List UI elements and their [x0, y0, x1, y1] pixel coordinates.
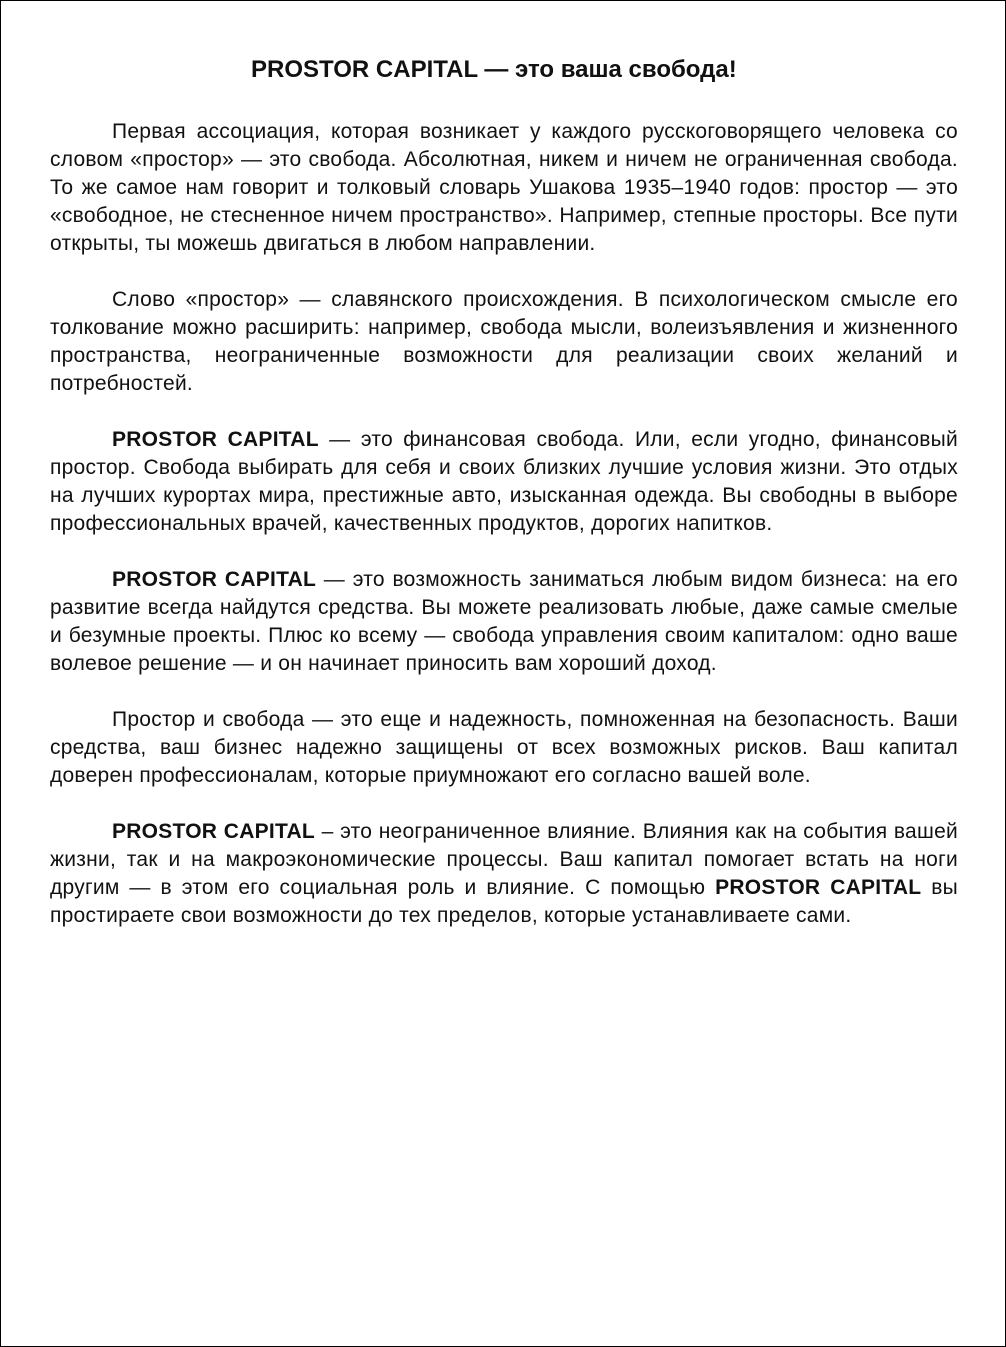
paragraph-2: [50, 286, 958, 398]
paragraph-text-tail: вы простираете свои возможности до тех пределов, которые устанавливаете сами.: [50, 876, 958, 927]
brand-name: PROSTOR CAPITAL: [112, 428, 319, 451]
brand-name: PROSTOR CAPITAL: [112, 568, 317, 591]
paragraph-text: Слово «простор» — славянского происхождения. В психологическом смысле его толкование можно расширить: например, свобода мысли, волеизъявления и жизненного пространства, неограниченные возможности для реализации своих желаний и потребностей.: [50, 288, 958, 395]
paragraph-4: [50, 566, 958, 678]
paragraph-5: [50, 706, 958, 790]
paragraph-text: Простор и свобода — это еще и надежность, помноженная на безопасность. Ваши средства, ваш бизнес надежно защищены от всех возможных рисков. Ваш капитал доверен профессионалам, которые приумножают его согласно вашей воле.: [50, 708, 958, 787]
paragraph-text: — это возможность заниматься любым видом бизнеса: на его развитие всегда найдутся средства. Вы можете реализовать любые, даже самые смелые и безумные проекты. Плюс ко всему — свобода управления своим капиталом: одно ваше волевое решение — и он начинает приносить вам хороший доход.: [50, 568, 958, 675]
paragraph-3: [50, 426, 958, 538]
document-body: [50, 118, 958, 958]
brand-name: PROSTOR CAPITAL: [112, 820, 315, 843]
paragraph-6: [50, 818, 958, 930]
document-title: PROSTOR CAPITAL — это ваша свобода!: [251, 56, 737, 83]
paragraph-text: – это неограниченное влияние. Влияния как на события вашей жизни, так и на макроэкономические процессы. Ваш капитал помогает встать на ноги другим — в этом его социальная роль и влияние. С помощью: [50, 820, 958, 899]
paragraph-1: [50, 118, 958, 258]
brand-name-inline: PROSTOR CAPITAL: [715, 876, 922, 899]
paragraph-text: — это финансовая свобода. Или, если угодно, финансовый простор. Свобода выбирать для себя и своих близких лучшие условия жизни. Это отдых на лучших курортах мира, престижные авто, изысканная одежда. Вы свободны в выборе профессиональных врачей, качественных продуктов, дорогих напитков.: [50, 428, 958, 535]
paragraph-text: Первая ассоциация, которая возникает у каждого русскоговорящего человека со словом «простор» — это свобода. Абсолютная, никем и ничем не ограниченная свобода. То же самое нам говорит и толковый словарь Ушакова 1935–1940 годов: простор — это «свободное, не стесненное ничем пространство». Например, степные просторы. Все пути открыты, ты можешь двигаться в любом направлении.: [50, 120, 958, 255]
